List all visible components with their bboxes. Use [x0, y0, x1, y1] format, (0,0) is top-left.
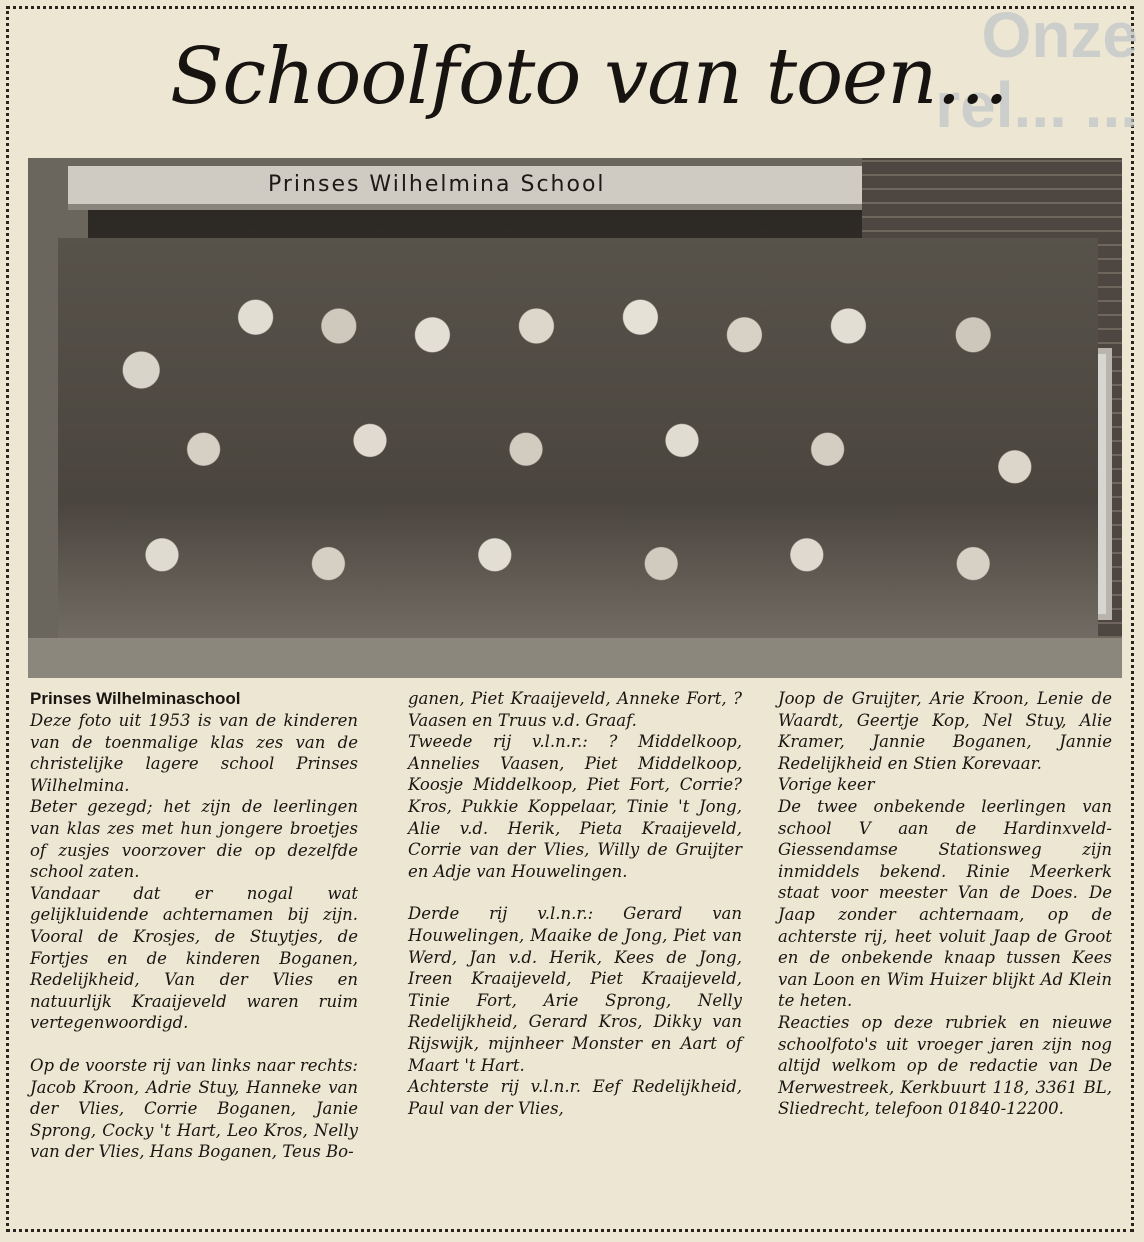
- pupils-group: [58, 238, 1098, 678]
- paragraph-third-row: Derde rij v.l.n.r.: Gerard van Houwelingen, Maaike de Jong, Piet van Werd, Jan v.d. Herik, Kees de Jong, Ireen Kraaijeveld, Piet Kraaijeveld, Tinie Fort, Arie Sprong, Nelly Redelijkheid, Gerard Kros, Dikky van Rijswijk, mijnheer Monster en Aart of Maart 't Hart.: [408, 904, 742, 1075]
- school-photo: [28, 158, 1122, 678]
- school-sign-text: Prinses Wilhelmina School: [268, 172, 606, 197]
- paragraph-front-row-cont: ganen, Piet Kraaijeveld, Anneke Fort, ? Vaasen en Truus v.d. Graaf.: [408, 689, 742, 730]
- article-column-3: [778, 688, 1112, 1228]
- paragraph-contact: Reacties op deze rubriek en nieuwe schoolfoto's uit vroeger jaren zijn nog altijd welkom op de redactie van De Merwestreek, Kerkbuurt 118, 3361 BL, Sliedrecht, telefoon 01840-12200.: [778, 1012, 1112, 1119]
- article-subtitle: Prinses Wilhelminaschool: [30, 689, 241, 708]
- headline: Schoolfoto van toen...: [170, 32, 1008, 122]
- paragraph-second-row: Tweede rij v.l.n.r.: ? Middelkoop, Annelies Vaasen, Piet Middelkoop, Koosje Middelkoop, Piet Fort, Corrie? Kros, Pukkie Koppelaar, Tinie 't Jong, Alie v.d. Herik, Pieta Kraaijeveld, Corrie van der Vlies, Willy de Gruijter en Adje van Houwelingen.: [408, 732, 742, 881]
- paragraph-surnames: Vandaar dat er nogal wat gelijkluidende achternamen bij zijn. Vooral de Krosjes, de Stuytjes, de Fortjes en de kinderen Boganen, Redelijkheid, Van der Vlies en natuurlijk Kraaijeveld waren ruim vertegenwoordigd.: [30, 883, 358, 1033]
- bleed-through-headline: Onze rel... ...: [935, 0, 1138, 141]
- paragraph-previous: De twee onbekende leerlingen van school V aan de Hardinxveld-Giessendamse Stationsweg zijn inmiddels bekend. Rinie Meerkerk staat voor meester Van de Does. De Jaap zonder achternaam, op de achterste rij, heet voluit Jaap de Groot en de onbekende knaap tussen Kees van Loon en Wim Huizer blijkt Ad Klein te heten.: [778, 796, 1112, 1011]
- paragraph-intro: Deze foto uit 1953 is van de kinderen van de toenmalige klas zes van de christelijke lagere school Prinses Wilhelmina.: [30, 711, 358, 795]
- paragraph-back-row: Achterste rij v.l.n.r. Eef Redelijkheid, Paul van der Vlies,: [408, 1077, 742, 1118]
- schoolyard-ground: [28, 638, 1122, 678]
- paragraph-back-row-cont: Joop de Gruijter, Arie Kroon, Lenie de Waardt, Geertje Kop, Nel Stuy, Alie Kramer, Jannie Boganen, Jannie Redelijkheid en Stien Korevaar.: [778, 689, 1112, 773]
- article-column-1: [30, 688, 358, 1228]
- article-column-2: [408, 688, 742, 1228]
- paragraph-front-row: Op de voorste rij van links naar rechts: Jacob Kroon, Adrie Stuy, Hanneke van der Vlies, Corrie Boganen, Janie Sprong, Cocky 't Hart, Leo Kros, Nelly van der Vlies, Hans Boganen, Teus Bo-: [30, 1055, 358, 1162]
- section-heading-previous: Vorige keer: [778, 775, 875, 795]
- paragraph-siblings: Beter gezegd; het zijn de leerlingen van klas zes met hun jongere broetjes of zusjes voorzover die op dezelfde school zaten.: [30, 797, 358, 882]
